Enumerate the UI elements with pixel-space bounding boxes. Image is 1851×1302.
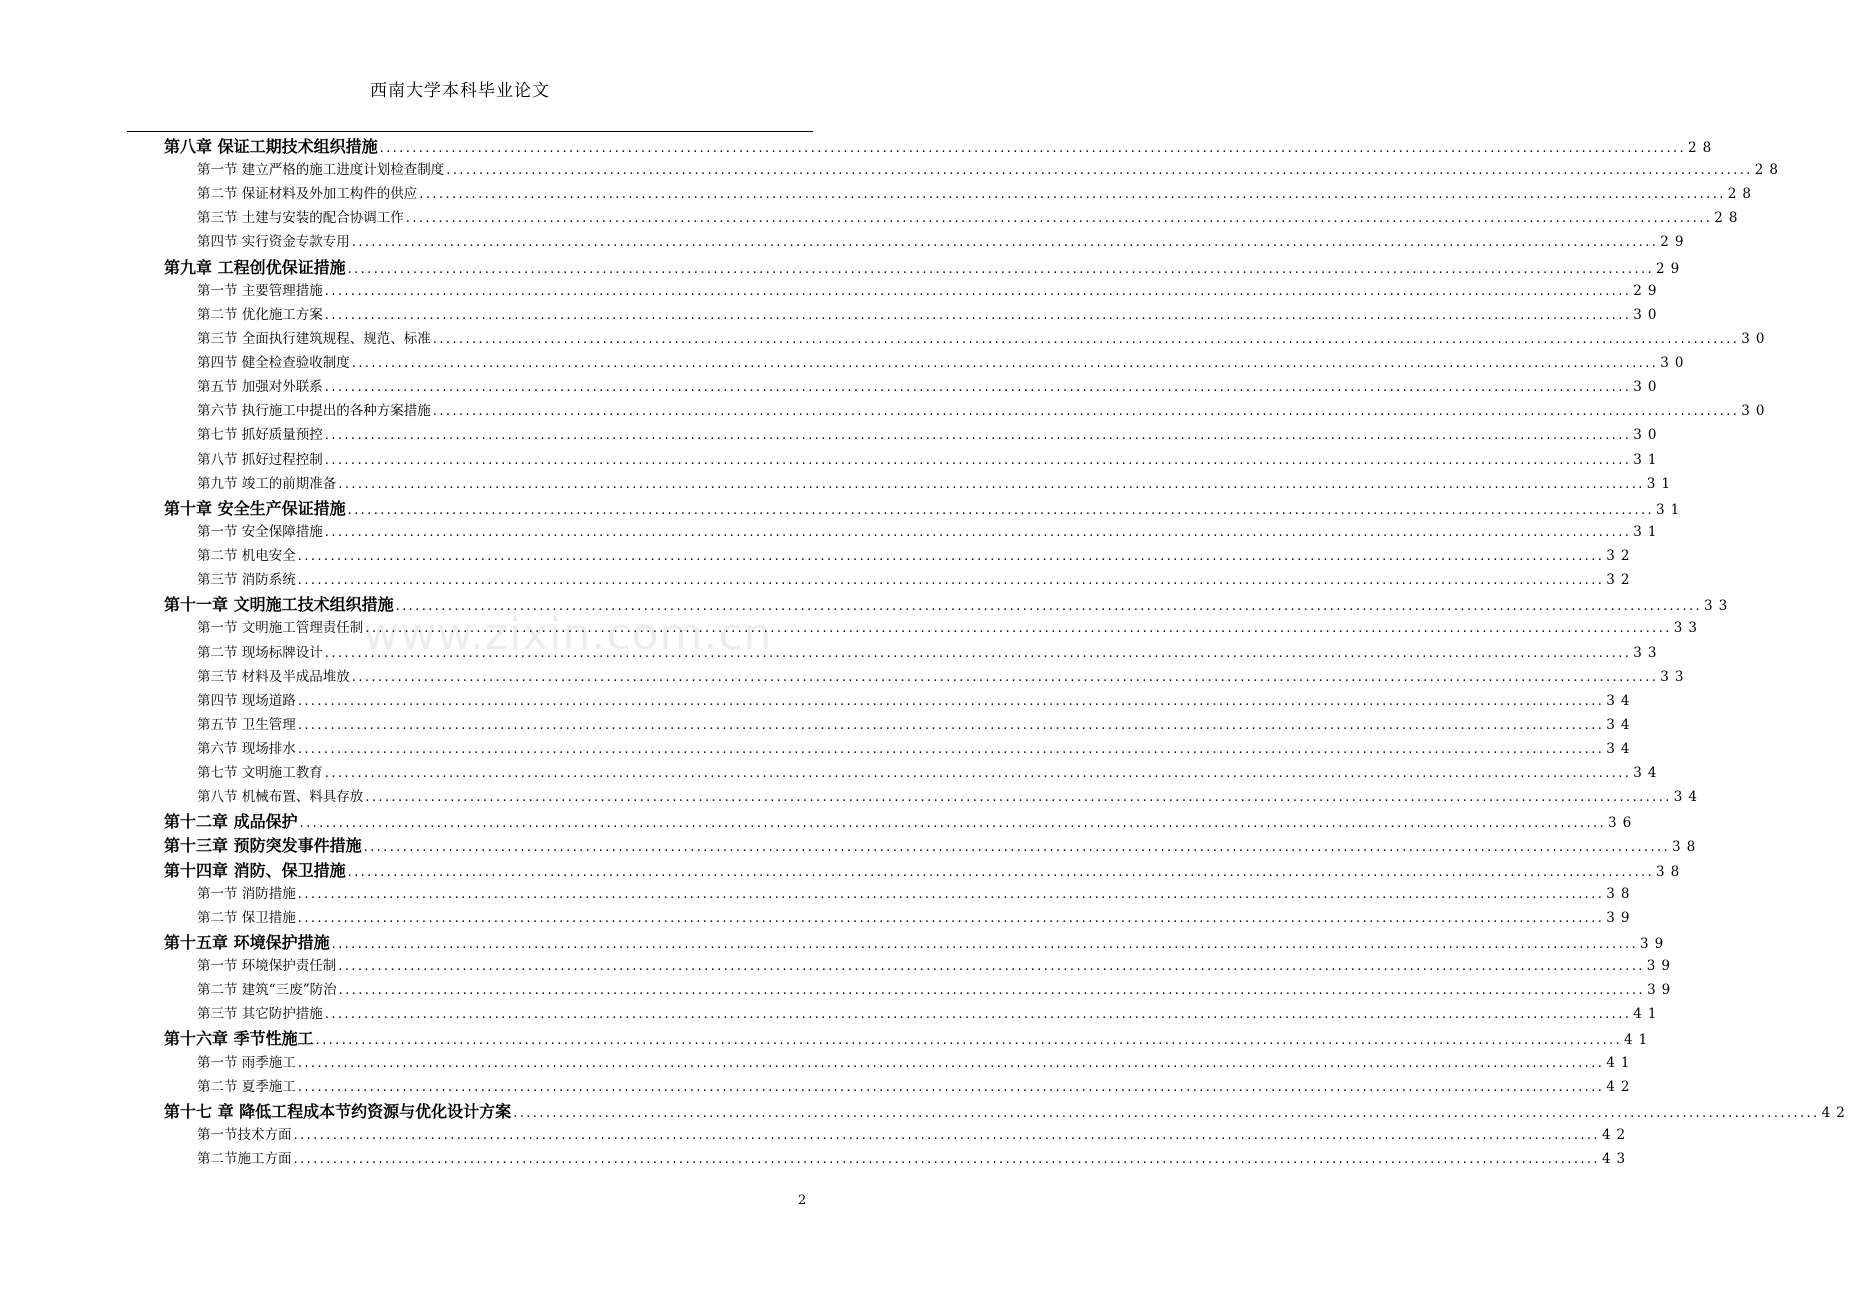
dot-leader	[325, 453, 1631, 468]
toc-entry-page-number: 34	[1606, 741, 1636, 757]
toc-entry-title: 第二节 保卫措施	[197, 909, 296, 926]
toc-entry-title: 第二节 保证材料及外加工构件的供应	[197, 186, 418, 203]
toc-entry-page-number: 29	[1660, 234, 1690, 251]
toc-entry-title: 第三节 全面执行建筑规程、规范、标准	[197, 330, 431, 347]
toc-entry-page-number: 34	[1606, 692, 1636, 709]
toc-entry-page-number: 41	[1606, 1054, 1636, 1071]
toc-section-entry[interactable]	[197, 761, 1663, 785]
toc-entry-title: 第七节 抓好质量预控	[197, 427, 323, 444]
dot-leader	[294, 1152, 1600, 1167]
toc-entry-title: 第二节 现场标牌设计	[197, 644, 323, 661]
page-number: 2	[798, 1193, 807, 1208]
toc-entry-title: 第十二章 成品保护	[164, 812, 298, 832]
toc-section-entry[interactable]	[197, 520, 1663, 544]
dot-leader	[298, 573, 1604, 588]
toc-entry-title: 第九节 竣工的前期准备	[197, 475, 337, 492]
toc-section-entry[interactable]	[197, 544, 1636, 568]
toc-entry-page-number: 34	[1673, 789, 1703, 806]
dot-leader	[364, 840, 1670, 855]
toc-section-entry[interactable]	[197, 399, 1771, 423]
dot-leader	[298, 1080, 1604, 1095]
dot-leader	[298, 718, 1604, 733]
toc-entry-page-number: 33	[1633, 644, 1663, 661]
toc-entry-page-number: 28	[1688, 140, 1718, 156]
toc-entry-title: 第十一章 文明施工技术组织措施	[164, 595, 394, 615]
toc-entry-page-number: 30	[1633, 379, 1663, 396]
toc-entry-title: 第十四章 消防、保卫措施	[164, 860, 346, 880]
toc-entry-title: 第八节 抓好过程控制	[197, 451, 323, 468]
dot-leader	[325, 308, 1631, 323]
dot-leader	[406, 211, 1712, 226]
toc-section-entry[interactable]	[197, 1075, 1636, 1099]
toc-section-entry[interactable]	[197, 279, 1663, 303]
toc-section-entry[interactable]	[197, 665, 1690, 689]
toc-section-entry[interactable]	[197, 568, 1636, 592]
toc-entry-page-number: 41	[1633, 1006, 1663, 1023]
toc-chapter-entry[interactable]	[164, 809, 1638, 833]
toc-entry-page-number: 30	[1660, 355, 1690, 372]
toc-section-entry[interactable]	[197, 1123, 1632, 1147]
toc-section-entry[interactable]	[197, 906, 1636, 930]
toc-entry-page-number: 30	[1633, 306, 1663, 323]
dot-leader	[325, 646, 1631, 661]
toc-entry-title: 第三节 土建与安装的配合协调工作	[197, 210, 404, 227]
toc-entry-title: 第二节 建筑“三废”防治	[197, 982, 337, 999]
toc-section-entry[interactable]	[197, 1147, 1632, 1171]
dot-leader	[365, 621, 1671, 636]
toc-entry-page-number: 34	[1633, 765, 1663, 782]
toc-entry-title: 第五节 卫生管理	[197, 716, 296, 733]
toc-chapter-entry[interactable]	[164, 134, 1718, 158]
toc-entry-title: 第六节 执行施工中提出的各种方案措施	[197, 403, 431, 420]
toc-entry-page-number: 32	[1606, 548, 1636, 565]
toc-entry-title: 第二节 优化施工方案	[197, 306, 323, 323]
dot-leader	[325, 284, 1631, 299]
toc-entry-page-number: 29	[1633, 282, 1663, 299]
dot-leader	[294, 1128, 1600, 1143]
toc-entry-page-number: 33	[1673, 620, 1703, 637]
toc-section-entry[interactable]	[197, 689, 1636, 713]
toc-entry-page-number: 39	[1640, 935, 1670, 952]
toc-entry-page-number: 38	[1672, 839, 1702, 856]
toc-entry-title: 第二节 机电安全	[197, 548, 296, 565]
toc-chapter-entry[interactable]	[164, 592, 1734, 616]
toc-entry-page-number: 42	[1821, 1104, 1851, 1121]
dot-leader	[325, 766, 1631, 781]
toc-section-entry[interactable]	[197, 448, 1663, 472]
dot-leader	[352, 356, 1658, 371]
toc-entry-page-number: 28	[1714, 210, 1744, 227]
toc-entry-page-number: 38	[1606, 885, 1636, 902]
dot-leader	[339, 983, 1645, 998]
toc-entry-title: 第三节 消防系统	[197, 572, 296, 589]
dot-leader	[348, 503, 1654, 518]
dot-leader	[298, 549, 1604, 564]
toc-entry-page-number: 31	[1633, 523, 1663, 540]
page-header-title: 西南大学本科毕业论文	[370, 81, 550, 101]
toc-chapter-entry[interactable]	[164, 930, 1670, 954]
toc-section-entry[interactable]	[197, 351, 1690, 375]
toc-section-entry[interactable]	[197, 303, 1663, 327]
toc-section-entry[interactable]	[197, 327, 1771, 351]
dot-leader	[348, 262, 1654, 277]
toc-entry-title: 第三节 材料及半成品堆放	[197, 668, 350, 685]
toc-entry-title: 第六节 现场排水	[197, 741, 296, 757]
dot-leader	[433, 404, 1739, 419]
dot-leader	[316, 1033, 1622, 1048]
toc-entry-page-number: 36	[1608, 815, 1638, 832]
toc-entry-title: 第一节 消防措施	[197, 885, 296, 902]
dot-leader	[300, 816, 1606, 831]
toc-section-entry[interactable]	[197, 954, 1676, 978]
toc-entry-page-number: 39	[1606, 909, 1636, 926]
toc-entry-title: 第一节技术方面	[197, 1126, 292, 1143]
toc-section-entry[interactable]	[197, 206, 1744, 230]
toc-entry-title: 第三节 其它防护措施	[197, 1006, 323, 1023]
dot-leader	[380, 141, 1686, 156]
toc-section-entry[interactable]	[197, 978, 1677, 1002]
toc-entry-title: 第四节 实行资金专款专用	[197, 234, 350, 251]
dot-leader	[446, 163, 1752, 178]
toc-entry-title: 第二节施工方面	[197, 1151, 292, 1168]
toc-entry-title: 第七节 文明施工教育	[197, 765, 323, 782]
toc-section-entry[interactable]	[197, 616, 1703, 640]
toc-entry-page-number: 42	[1601, 1126, 1632, 1143]
toc-entry-title: 第一节 主要管理措施	[197, 282, 323, 299]
toc-entry-page-number: 30	[1741, 403, 1771, 420]
toc-entry-page-number: 33	[1660, 668, 1690, 685]
toc-entry-page-number: 39	[1647, 982, 1677, 999]
toc-section-entry[interactable]	[197, 423, 1663, 447]
watermark: www.zixin.com.cn	[363, 609, 773, 660]
toc-entry-title: 第一节 环境保护责任制	[197, 958, 337, 975]
dot-leader	[348, 865, 1654, 880]
dot-leader	[433, 332, 1739, 347]
toc-entry-title: 第一节 文明施工管理责任制	[197, 620, 364, 637]
toc-chapter-entry[interactable]	[164, 496, 1686, 520]
dot-leader	[352, 670, 1658, 685]
toc-entry-page-number: 41	[1624, 1032, 1654, 1049]
dot-leader	[298, 1056, 1604, 1071]
toc-entry-title: 第十章 安全生产保证措施	[164, 498, 346, 518]
toc-section-entry[interactable]	[197, 641, 1663, 665]
toc-entry-title: 第二节 夏季施工	[197, 1078, 296, 1095]
toc-entry-title: 第九章 工程创优保证措施	[164, 257, 346, 277]
toc-section-entry[interactable]	[197, 375, 1663, 399]
toc-entry-page-number: 28	[1754, 162, 1784, 179]
toc-chapter-entry[interactable]	[164, 1026, 1654, 1050]
dot-leader	[332, 937, 1638, 952]
toc-entry-page-number: 43	[1601, 1151, 1632, 1168]
toc-section-entry[interactable]	[197, 737, 1636, 761]
toc-entry-title: 第八节 机械布置、料具存放	[197, 789, 364, 806]
toc-entry-title: 第八章 保证工期技术组织措施	[164, 137, 378, 156]
toc-entry-page-number: 34	[1606, 716, 1636, 733]
header-divider	[127, 131, 813, 132]
toc-entry-page-number: 31	[1656, 501, 1686, 518]
toc-entry-title: 第四节 现场道路	[197, 692, 296, 709]
toc-entry-page-number: 33	[1704, 598, 1734, 615]
toc-entry-title: 第十七 章 降低工程成本节约资源与优化设计方案	[164, 1101, 512, 1121]
dot-leader	[325, 428, 1631, 443]
dot-leader	[396, 599, 1702, 614]
toc-entry-title: 第十五章 环境保护措施	[164, 932, 330, 952]
toc-chapter-entry[interactable]	[164, 255, 1686, 279]
toc-entry-page-number: 28	[1727, 186, 1757, 203]
dot-leader	[298, 887, 1604, 902]
toc-section-entry[interactable]	[197, 785, 1703, 809]
toc-section-entry[interactable]	[197, 182, 1757, 206]
toc-entry-page-number: 32	[1606, 572, 1636, 589]
toc-chapter-entry[interactable]	[164, 1099, 1851, 1123]
toc-section-entry[interactable]	[197, 158, 1784, 182]
toc-section-entry[interactable]	[197, 882, 1636, 906]
toc-entry-title: 第一节 雨季施工	[197, 1054, 296, 1071]
dot-leader	[338, 959, 1644, 974]
toc-section-entry[interactable]	[197, 1051, 1636, 1075]
toc-entry-page-number: 42	[1606, 1078, 1636, 1095]
toc-entry-page-number: 29	[1656, 260, 1686, 277]
dot-leader	[298, 742, 1604, 757]
toc-entry-page-number: 38	[1656, 863, 1686, 880]
dot-leader	[325, 380, 1631, 395]
toc-entry-title: 第十三章 预防突发事件措施	[164, 836, 362, 856]
toc-section-entry[interactable]	[197, 230, 1690, 254]
dot-leader	[325, 1007, 1631, 1022]
dot-leader	[419, 187, 1725, 202]
toc-entry-title: 第一节 建立严格的施工进度计划检查制度	[197, 162, 445, 179]
dot-leader	[338, 477, 1644, 492]
toc-entry-page-number: 31	[1633, 451, 1663, 468]
toc-entry-page-number: 39	[1646, 958, 1676, 975]
toc-entry-title: 第一节 安全保障措施	[197, 523, 323, 540]
dot-leader	[325, 525, 1631, 540]
dot-leader	[352, 235, 1658, 250]
toc-entry-page-number: 30	[1741, 330, 1771, 347]
toc-section-entry[interactable]	[197, 472, 1676, 496]
dot-leader	[298, 694, 1604, 709]
toc-section-entry[interactable]	[197, 1002, 1663, 1026]
toc-section-entry[interactable]	[197, 713, 1636, 737]
dot-leader	[513, 1106, 1819, 1121]
toc-entry-page-number: 30	[1633, 427, 1663, 444]
toc-entry-page-number: 31	[1646, 475, 1676, 492]
dot-leader	[298, 911, 1604, 926]
toc-entry-title: 第十六章 季节性施工	[164, 1029, 314, 1049]
toc-chapter-entry[interactable]	[164, 833, 1702, 857]
toc-chapter-entry[interactable]	[164, 858, 1686, 882]
toc-entry-title: 第四节 健全检查验收制度	[197, 355, 350, 372]
toc-entry-title: 第五节 加强对外联系	[197, 379, 323, 396]
dot-leader	[365, 790, 1671, 805]
